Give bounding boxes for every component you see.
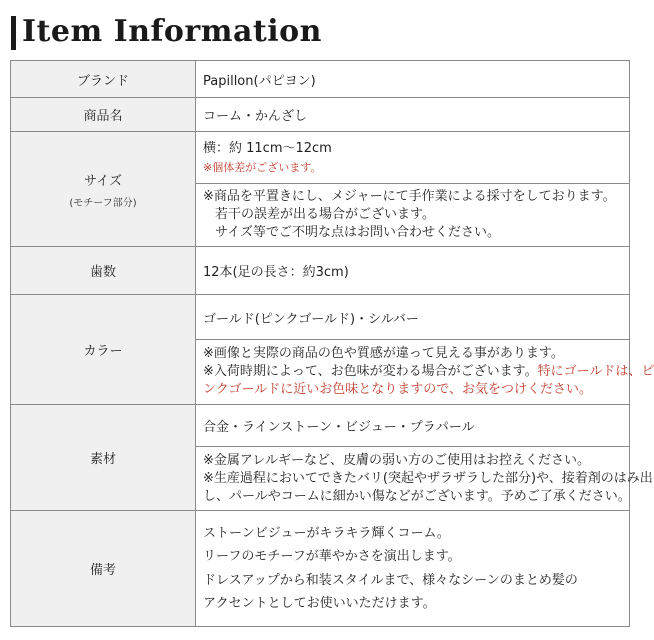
label-product: 商品名 bbox=[11, 98, 196, 132]
label-material: 素材 bbox=[11, 405, 196, 511]
value-size bbox=[196, 132, 630, 184]
row-color bbox=[11, 295, 630, 340]
label-teeth: 歯数 bbox=[11, 247, 196, 295]
label-remarks: 備考 bbox=[11, 511, 196, 627]
value-teeth: 12本(足の長さ：約3cm) bbox=[196, 247, 630, 295]
row-remarks bbox=[11, 511, 630, 627]
size-note: ※商品を平置きにし、メジャーにて手作業による採寸をしております。 bbox=[203, 189, 616, 204]
header-accent-bar bbox=[11, 16, 16, 50]
label-brand: ブランド bbox=[11, 61, 196, 98]
color-note: ※画像と実際の商品の色や質感が違って見える事があります。 bbox=[203, 346, 564, 361]
label-color: カラー bbox=[11, 295, 196, 405]
size-red-note: ※個体差がございます。 bbox=[203, 160, 322, 174]
row-product bbox=[11, 98, 630, 132]
color-note: ※入荷時期によって、お色味が変わる場合がございます。特にゴールドは、ピ bbox=[203, 364, 654, 379]
color-red-note: 特にゴールドは、ピ bbox=[537, 364, 654, 379]
item-info-table bbox=[10, 60, 654, 627]
size-notes bbox=[196, 184, 630, 247]
material-notes bbox=[196, 447, 653, 511]
material-note: ※金属アレルギーなど、皮膚の弱い方のご使用はお控えください。 bbox=[203, 452, 591, 468]
row-brand bbox=[11, 61, 630, 98]
label-size: サイズ (モチーフ部分) bbox=[11, 132, 196, 247]
size-note: サイズ等でご不明な点はお問い合わせください。 bbox=[215, 225, 500, 240]
value-color: ゴールド(ピンクゴールド)・シルバー bbox=[196, 295, 630, 340]
value-product: コーム・かんざし bbox=[196, 98, 630, 132]
color-red-note: ンクゴールドに近いお色味となりますので、お気をつけください。 bbox=[203, 382, 592, 397]
page-title: Item Information bbox=[22, 14, 322, 49]
remark-line: ドレスアップから和装スタイルまで、様々なシーンのまとめ髪の bbox=[203, 572, 578, 588]
color-notes bbox=[196, 340, 654, 405]
remark-line: リーフのモチーフが華やかさを演出します。 bbox=[203, 549, 461, 564]
value-material: 合金・ラインストーン・ビジュー・プラパール bbox=[196, 405, 630, 447]
size-note: 若干の誤差が出る場合がございます。 bbox=[215, 207, 435, 222]
row-material bbox=[11, 405, 630, 447]
value-remarks bbox=[196, 511, 630, 627]
material-note: し、パールやコームに細かい傷などがございます。予めご了承ください。 bbox=[203, 488, 631, 504]
size-value: 横：約 11cm〜12cm bbox=[203, 140, 332, 156]
row-teeth bbox=[11, 247, 630, 295]
material-note: ※生産過程においてできたバリ(突起やザラザラした部分)や、接着剤のはみ出 bbox=[203, 470, 653, 486]
page-header bbox=[0, 0, 640, 60]
remark-line: ストーンビジューがキラキラ輝くコーム。 bbox=[203, 525, 450, 541]
row-size bbox=[11, 132, 630, 184]
value-brand: Papillon(パピヨン) bbox=[196, 61, 630, 98]
remark-line: アクセントとしてお使いいただけます。 bbox=[203, 596, 436, 611]
